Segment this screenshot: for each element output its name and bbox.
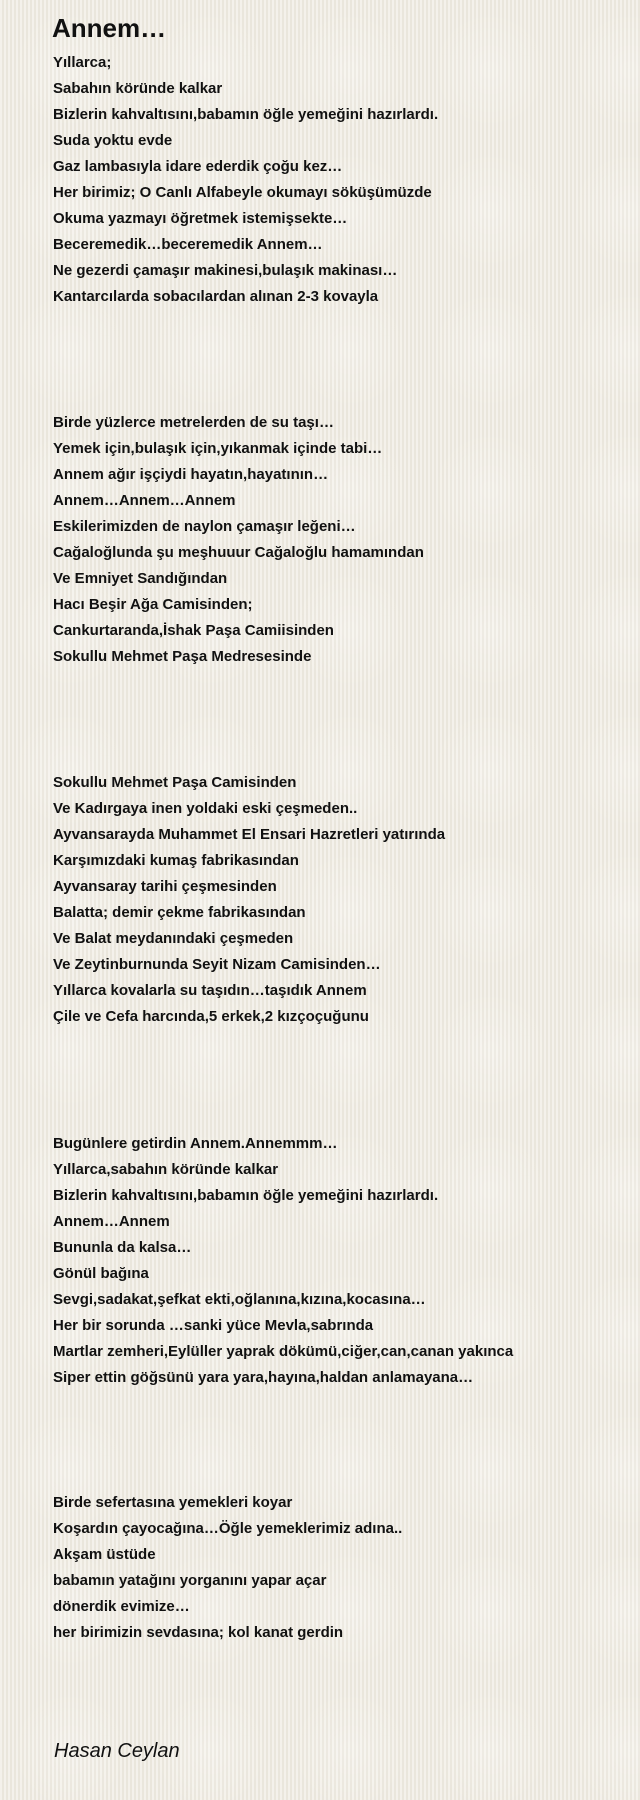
poem-line: Bugünlere getirdin Annem.Annemmm… — [53, 1135, 338, 1152]
poem-line: Suda yoktu evde — [53, 132, 173, 149]
poem-line: Ayvansarayda Muhammet El Ensari Hazretleri yatırında — [53, 826, 446, 843]
poem-line: Sokullu Mehmet Paşa Medresesinde — [53, 648, 312, 665]
poem-line: Bizlerin kahvaltısını,babamın öğle yemeğini hazırlardı. — [53, 106, 439, 123]
poem-line: Cankurtaranda,İshak Paşa Camiisinden — [53, 622, 334, 639]
poem-line: babamın yatağını yorganını yapar açar — [53, 1572, 327, 1589]
stanza-4 — [53, 1131, 513, 1391]
poem-line: Annem…Annem…Annem — [53, 492, 236, 509]
poem-line: Karşımızdaki kumaş fabrikasından — [53, 852, 299, 869]
poem-line: Beceremedik…beceremedik Annem… — [53, 236, 323, 253]
poem-line: Gaz lambasıyla idare ederdik çoğu kez… — [53, 158, 343, 175]
poem-line: Ve Balat meydanındaki çeşmeden — [53, 930, 294, 947]
poem-line: Her bir sorunda …sanki yüce Mevla,sabrında — [53, 1317, 374, 1334]
poem-line: Sokullu Mehmet Paşa Camisinden — [53, 774, 297, 791]
author-name: Hasan Ceylan — [54, 1740, 180, 1762]
stanza-2 — [53, 410, 424, 670]
poem-line: Balatta; demir çekme fabrikasından — [53, 904, 306, 921]
poem-line: Sabahın köründe kalkar — [53, 80, 223, 97]
poem-line: her birimizin sevdasına; kol kanat gerdin — [53, 1624, 344, 1641]
poem-line: Cağaloğlunda şu meşhuuur Cağaloğlu hamamından — [53, 544, 424, 561]
poem-line: Bizlerin kahvaltısını,babamın öğle yemeğini hazırlardı. — [53, 1187, 439, 1204]
poem-line: Koşardın çayocağına…Öğle yemeklerimiz adına.. — [53, 1520, 403, 1537]
poem-line: Her birimiz; O Canlı Alfabeyle okumayı söküşümüzde — [53, 184, 432, 201]
poem-line: Annem ağır işçiydi hayatın,hayatının… — [53, 466, 329, 483]
poem-line: Ne gezerdi çamaşır makinesi,bulaşık makinası… — [53, 262, 398, 279]
poem-line: Kantarcılarda sobacılardan alınan 2-3 kovayla — [53, 288, 379, 305]
poem-line: Sevgi,sadakat,şefkat ekti,oğlanına,kızına,kocasına… — [53, 1291, 426, 1308]
stanza-1 — [53, 50, 438, 310]
poem-line: Eskilerimizden de naylon çamaşır leğeni… — [53, 518, 356, 535]
poem-line: Yıllarca; — [53, 54, 112, 71]
poem-line: Yıllarca kovalarla su taşıdın…taşıdık Annem — [53, 982, 367, 999]
stanza-3 — [53, 770, 445, 1030]
poem-line: Yemek için,bulaşık için,yıkanmak içinde tabi… — [53, 440, 383, 457]
poem-line: Ayvansaray tarihi çeşmesinden — [53, 878, 277, 895]
poem-line: Ve Emniyet Sandığından — [53, 570, 228, 587]
poem-line: Çile ve Cefa harcında,5 erkek,2 kızçoçuğunu — [53, 1008, 369, 1025]
poem-line: Ve Zeytinburnunda Seyit Nizam Camisinden… — [53, 956, 381, 973]
poem-line: Siper ettin göğsünü yara yara,hayına,haldan anlamayana… — [53, 1369, 474, 1386]
poem-line: Okuma yazmayı öğretmek istemişsekte… — [53, 210, 348, 227]
poem-line: Birde yüzlerce metrelerden de su taşı… — [53, 414, 334, 431]
poem-line: Ve Kadırgaya inen yoldaki eski çeşmeden.. — [53, 800, 358, 817]
poem-line: Hacı Beşir Ağa Camisinden; — [53, 596, 253, 613]
poem-line: Yıllarca,sabahın köründe kalkar — [53, 1161, 279, 1178]
stanza-5 — [53, 1490, 402, 1646]
poem-line: Akşam üstüde — [53, 1546, 156, 1563]
poem-line: Gönül bağına — [53, 1265, 149, 1282]
poem-line: Annem…Annem — [53, 1213, 170, 1230]
poem-line: Birde sefertasına yemekleri koyar — [53, 1494, 293, 1511]
poem-line: Martlar zemheri,Eylüller yaprak dökümü,ciğer,can,canan yakınca — [53, 1343, 514, 1360]
poem-line: Bununla da kalsa… — [53, 1239, 192, 1256]
poem-line: dönerdik evimize… — [53, 1598, 190, 1615]
poem-title: Annem… — [52, 13, 167, 43]
